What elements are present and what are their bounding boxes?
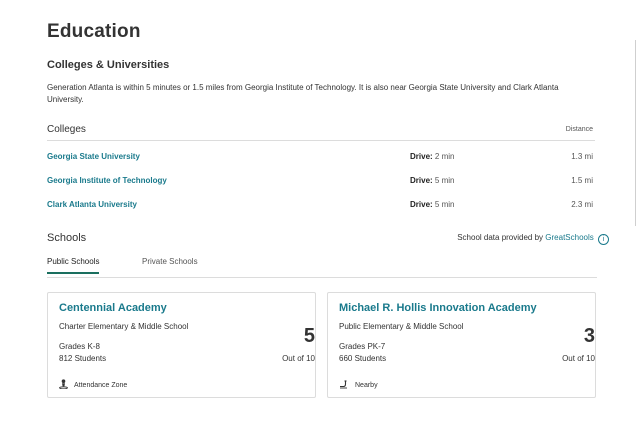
college-link[interactable]: Georgia Institute of Technology [47,176,167,185]
info-icon[interactable]: i [598,234,609,245]
colleges-label: Colleges [47,124,86,135]
colleges-description: Generation Atlanta is within 5 minutes or 1.5 miles from Georgia Institute of Technology. It is also near Georgia State University and Clark Atlanta University. [47,83,559,104]
school-rating: 3 [583,325,595,347]
drive-time [410,200,454,209]
college-distance: 1.5 mi [571,176,593,185]
drive-time [410,176,454,185]
tab-private-schools[interactable]: Private Schools [142,257,198,266]
drive-time-value: 2 min [434,152,455,161]
school-students: 660 Students [339,354,387,363]
college-distance: 2.3 mi [571,200,593,209]
colleges-table-header [47,124,595,141]
school-type: Public Elementary & Middle School [339,322,464,331]
school-card[interactable] [327,292,596,398]
school-tabs [47,257,597,278]
rating-out-of: Out of 10 [282,354,315,363]
drive-label: Drive: [410,200,433,209]
school-name-link[interactable]: Centennial Academy [59,302,167,314]
drive-time-value: 5 min [434,176,455,185]
schools-title: Schools [47,232,87,244]
school-card[interactable] [47,292,316,398]
school-footer-label: Nearby [355,382,378,389]
education-title: Education [47,21,141,42]
rating-out-of: Out of 10 [562,354,595,363]
scrollbar-track[interactable] [635,40,636,226]
school-grades: Grades K-8 [59,342,100,351]
college-link[interactable]: Clark Atlanta University [47,200,137,209]
greatschools-link[interactable]: GreatSchools [545,233,594,242]
drive-time-value: 5 min [434,200,455,209]
school-type: Charter Elementary & Middle School [59,322,189,331]
tab-public-schools[interactable]: Public Schools [47,257,99,274]
colleges-universities-title: Colleges & Universities [47,59,170,71]
school-rating: 5 [303,325,315,347]
walking-icon [339,379,349,389]
college-distance: 1.3 mi [571,152,593,161]
school-data-provider [457,233,609,245]
college-link[interactable]: Georgia State University [47,152,140,161]
college-row [47,152,595,166]
drive-time [410,152,454,161]
drive-label: Drive: [410,176,433,185]
school-footer [339,379,378,389]
school-footer-label: Attendance Zone [74,382,128,389]
college-row [47,200,595,214]
college-row [47,176,595,190]
drive-label: Drive: [410,152,433,161]
school-footer [59,379,127,389]
school-grades: Grades PK-7 [339,342,386,351]
distance-header: Distance [565,126,593,133]
school-students: 812 Students [59,354,107,363]
person-pin-icon [59,379,68,389]
provider-prefix: School data provided by [457,233,544,242]
school-name-link[interactable]: Michael R. Hollis Innovation Academy [339,302,537,314]
